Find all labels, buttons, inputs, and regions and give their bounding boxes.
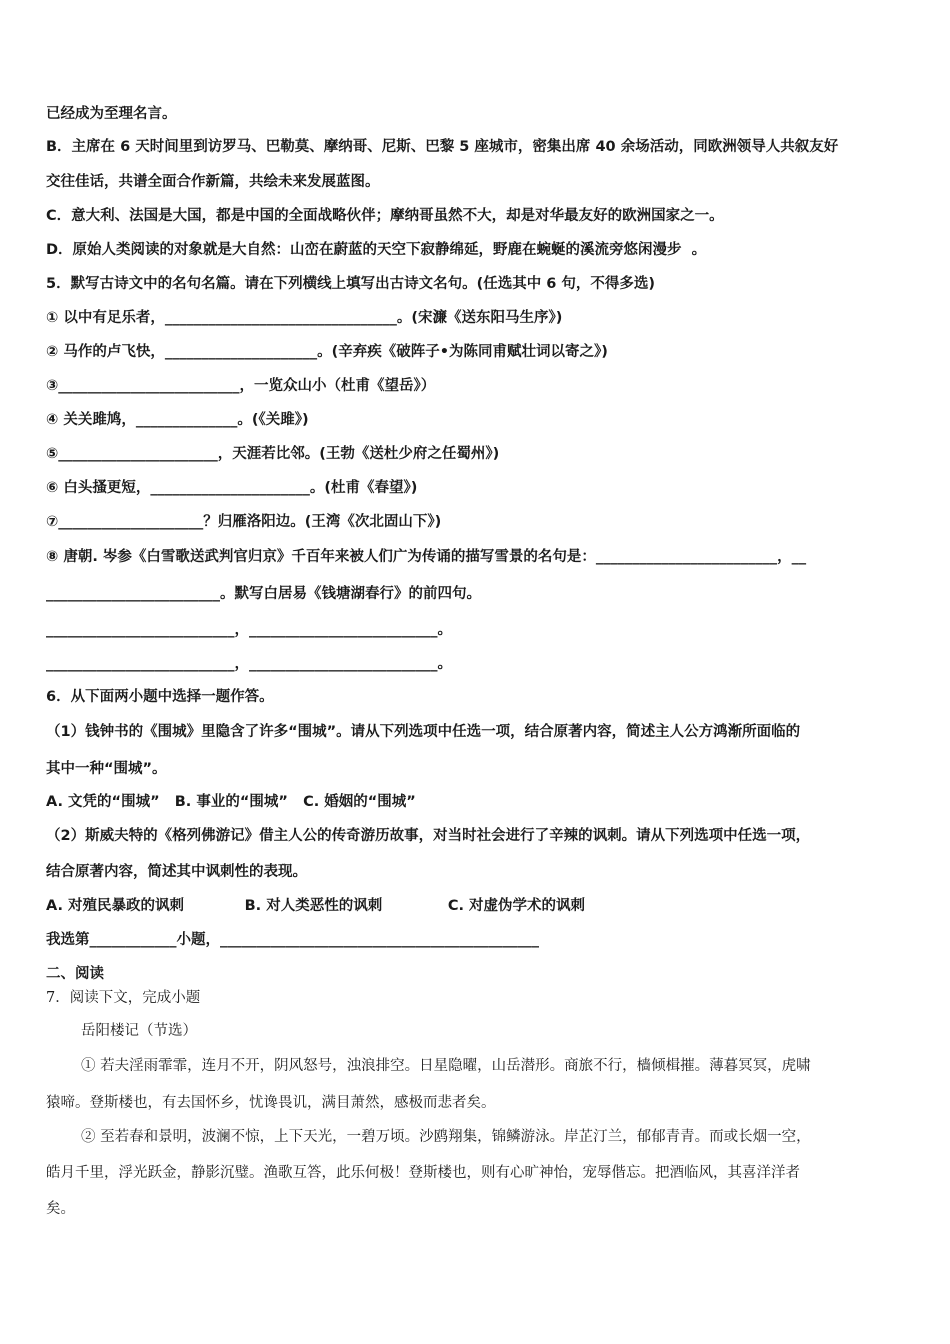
option-b-line-1: B．主席在 6 天时间里到访罗马、巴勒莫、摩纳哥、尼斯、巴黎 5 座城市，密集出席 40 余场活动，同欧洲领导人共叙友好 xyxy=(46,139,839,155)
passage-para-1-line-2: 猿啼。登斯楼也，有去国怀乡，忧谗畏讥，满目萧然，感极而悲者矣。 xyxy=(46,1095,496,1111)
fill-item-1: ① 以中有足乐者，________________________________。(宋濂《送东阳马生序》) xyxy=(46,310,563,326)
question-5-title: 5．默写古诗文中的名句名篇。请在下列横线上填写出古诗文名句。(任选其中 6 句，不得多选) xyxy=(46,276,656,292)
fill-item-6: ⑥ 白头搔更短，______________________。(杜甫《春望》) xyxy=(46,480,418,496)
fill-item-2: ② 马作的卢飞快，_____________________。(辛弃疾《破阵子•为陈同甫赋壮词以寄之》) xyxy=(46,344,608,360)
passage-para-2-line-3: 矣。 xyxy=(46,1201,75,1217)
fill-item-4: ④ 关关雎鸠，______________。(《关雎》) xyxy=(46,412,309,428)
sub-question-1-line-2: 其中一种“围城”。 xyxy=(46,761,167,777)
fill-item-7: ⑦____________________？归雁洛阳边。(王湾《次北固山下》) xyxy=(46,514,442,530)
passage-para-2-line-2: 皓月千里，浮光跃金，静影沉璧。渔歌互答，此乐何极！登斯楼也，则有心旷神怡，宠辱偕忘。把酒临风，其喜洋洋者 xyxy=(46,1165,800,1181)
passage-para-1-line-1: ① 若夫淫雨霏霏，连月不开，阴风怒号，浊浪排空。日星隐曜，山岳潜形。商旅不行，樯倾楫摧。薄暮冥冥，虎啸 xyxy=(81,1058,811,1074)
fill-item-3: ③_________________________，一览众山小（杜甫《望岳》） xyxy=(46,378,436,394)
option-d: D．原始人类阅读的对象就是大自然：山峦在蔚蓝的天空下寂静绵延，野鹿在蜿蜒的溪流旁悠闲漫步 。 xyxy=(46,242,707,258)
option-c: C．意大利、法国是大国，都是中国的全面战略伙伴；摩纳哥虽然不大，却是对华最友好的欧洲国家之一。 xyxy=(46,208,724,224)
text-line: 已经成为至理名言。 xyxy=(46,106,177,122)
choice-answer-line: 我选第____________小题，____________________________________________ xyxy=(46,932,539,948)
sub-question-2-line-1: （2）斯威夫特的《格列佛游记》借主人公的传奇游历故事，对当时社会进行了辛辣的讽刺。请从下列选项中任选一项， xyxy=(46,828,811,844)
answer-blank-line-1: __________________________，__________________________。 xyxy=(46,622,452,638)
fill-item-8-line-1: ⑧ 唐朝. 岑参《白雪歌送武判官归京》千百年来被人们广为传诵的描写雪景的名句是：_________________________，__ xyxy=(46,549,807,565)
sub-question-2-options: A. 对殖民暴政的讽刺 B. 对人类恶性的讽刺 C. 对虚伪学术的讽刺 xyxy=(46,898,586,914)
fill-item-5: ⑤______________________，天涯若比邻。(王勃《送杜少府之任蜀州》) xyxy=(46,446,500,462)
sub-question-2-line-2: 结合原著内容，简述其中讽刺性的表现。 xyxy=(46,864,307,880)
passage-title: 岳阳楼记（节选） xyxy=(81,1023,197,1039)
fill-item-8-line-2: ________________________。默写白居易《钱塘湖春行》的前四句。 xyxy=(46,586,481,602)
sub-question-1-line-1: （1）钱钟书的《围城》里隐含了许多“围城”。请从下列选项中任选一项，结合原著内容，简述主人公方鸿渐所面临的 xyxy=(46,724,801,740)
option-b-line-2: 交往佳话，共谱全面合作新篇，共绘未来发展蓝图。 xyxy=(46,174,380,190)
question-7-title: 7．阅读下文，完成小题 xyxy=(46,990,201,1006)
answer-blank-line-2: __________________________，__________________________。 xyxy=(46,656,452,672)
sub-question-1-options: A. 文凭的“围城” B. 事业的“围城” C. 婚姻的“围城” xyxy=(46,794,416,810)
passage-para-2-line-1: ② 至若春和景明，波澜不惊，上下天光，一碧万顷。沙鸥翔集，锦鳞游泳。岸芷汀兰，郁郁青青。而或长烟一空， xyxy=(81,1129,811,1145)
question-6-title: 6．从下面两小题中选择一题作答。 xyxy=(46,689,274,705)
section-2-heading: 二、阅读 xyxy=(46,966,104,982)
